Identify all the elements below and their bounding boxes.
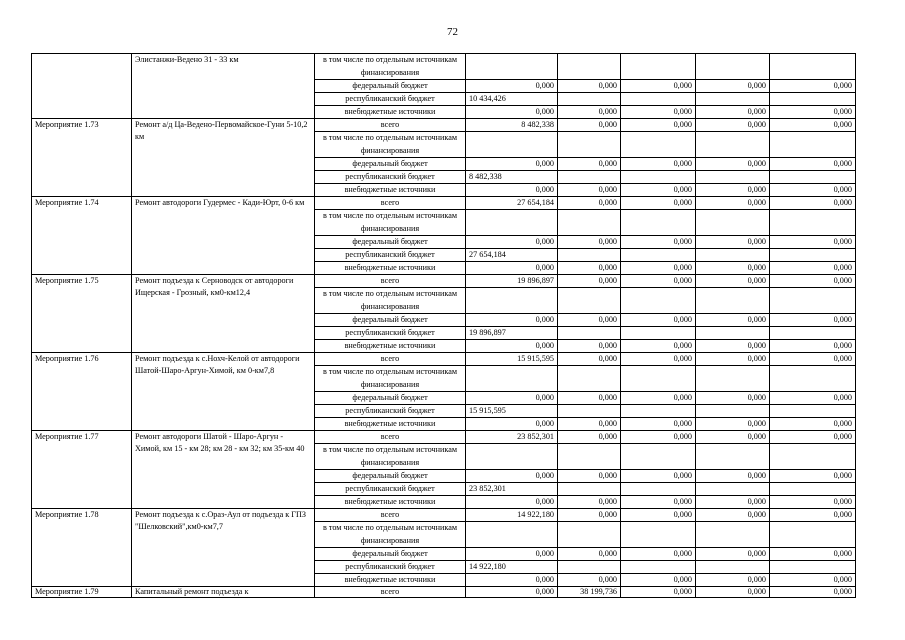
value-cell: 0,000	[466, 80, 558, 93]
value-cell: 0,000	[621, 314, 696, 327]
value-cell: 0,000	[621, 509, 696, 522]
source-label: республиканский бюджет	[315, 93, 466, 106]
event-cell: Мероприятие 1.78	[32, 509, 132, 587]
value-cell: 0,000	[696, 236, 770, 249]
value-cell: 0,000	[621, 353, 696, 366]
value-cell: 0,000	[770, 574, 856, 587]
source-label: всего	[315, 431, 466, 444]
value-cell: 15 915,595	[466, 405, 558, 418]
value-cell: 0,000	[558, 470, 621, 483]
value-cell: 14 922,180	[466, 561, 558, 574]
value-cell: 0,000	[770, 353, 856, 366]
source-label: республиканский бюджет	[315, 249, 466, 262]
value-cell: 0,000	[466, 184, 558, 197]
value-cell: 0,000	[770, 184, 856, 197]
value-cell: 0,000	[696, 418, 770, 431]
value-cell: 0,000	[770, 262, 856, 275]
value-cell: 0,000	[558, 119, 621, 132]
source-label: внебюджетные источники	[315, 496, 466, 509]
value-cell: 0,000	[696, 431, 770, 444]
value-cell: 0,000	[558, 158, 621, 171]
source-label: в том числе по отдельным источникам финансирования	[315, 522, 466, 548]
value-cell: 0,000	[621, 340, 696, 353]
value-cell: 0,000	[621, 548, 696, 561]
table-row	[32, 54, 856, 80]
event-name: Ремонт а/д Ца-Ведено-Первомайское-Гуни 5-10,2 км	[132, 119, 315, 197]
value-cell: 0,000	[558, 197, 621, 210]
event-name: Ремонт подъезда к с.Ораз-Аул от подъезда к ГПЗ "Шелковский",км0-км7,7	[132, 509, 315, 587]
event-cell: Мероприятие 1.79	[32, 587, 132, 598]
value-cell: 19 896,897	[466, 275, 558, 288]
source-label: в том числе по отдельным источникам финансирования	[315, 132, 466, 158]
value-cell: 0,000	[466, 106, 558, 119]
value-cell: 0,000	[558, 184, 621, 197]
source-label: федеральный бюджет	[315, 314, 466, 327]
value-cell: 0,000	[558, 431, 621, 444]
value-cell: 0,000	[696, 80, 770, 93]
value-cell: 0,000	[466, 470, 558, 483]
value-cell: 0,000	[696, 119, 770, 132]
table-row	[32, 197, 856, 210]
source-label: федеральный бюджет	[315, 80, 466, 93]
value-cell: 0,000	[558, 574, 621, 587]
value-cell: 0,000	[466, 392, 558, 405]
value-cell: 0,000	[770, 470, 856, 483]
source-label: в том числе по отдельным источникам финансирования	[315, 210, 466, 236]
value-cell: 0,000	[770, 119, 856, 132]
value-cell: 0,000	[466, 548, 558, 561]
event-name: Ремонт автодороги Гудермес - Кади-Юрт, 0-6 км	[132, 197, 315, 275]
source-label: федеральный бюджет	[315, 392, 466, 405]
value-cell: 0,000	[696, 574, 770, 587]
event-cell	[32, 54, 132, 119]
value-cell: 0,000	[621, 496, 696, 509]
value-cell: 0,000	[621, 431, 696, 444]
source-label: республиканский бюджет	[315, 327, 466, 340]
value-cell: 0,000	[621, 106, 696, 119]
source-label: всего	[315, 353, 466, 366]
value-cell: 0,000	[466, 496, 558, 509]
value-cell: 27 654,184	[466, 197, 558, 210]
source-label: федеральный бюджет	[315, 158, 466, 171]
value-cell: 0,000	[770, 275, 856, 288]
value-cell: 0,000	[696, 509, 770, 522]
value-cell: 0,000	[466, 236, 558, 249]
value-cell: 0,000	[558, 262, 621, 275]
value-cell: 0,000	[466, 587, 558, 598]
value-cell: 0,000	[696, 470, 770, 483]
value-cell: 0,000	[696, 275, 770, 288]
value-cell: 0,000	[621, 184, 696, 197]
value-cell: 0,000	[621, 574, 696, 587]
source-label: республиканский бюджет	[315, 483, 466, 496]
table-row	[32, 275, 856, 288]
table-row	[32, 119, 856, 132]
source-label: республиканский бюджет	[315, 171, 466, 184]
value-cell: 0,000	[696, 340, 770, 353]
page-number: 72	[447, 26, 458, 38]
value-cell: 0,000	[621, 80, 696, 93]
value-cell: 0,000	[696, 262, 770, 275]
event-name: Ремонт автодороги Шатой - Шаро-Аргун - Химой, км 15 - км 28; км 28 - км 32; км 35-км 40	[132, 431, 315, 509]
value-cell: 8 482,338	[466, 171, 558, 184]
value-cell: 0,000	[696, 314, 770, 327]
value-cell: 27 654,184	[466, 249, 558, 262]
value-cell: 0,000	[696, 587, 770, 598]
value-cell: 0,000	[770, 340, 856, 353]
value-cell: 0,000	[770, 431, 856, 444]
value-cell: 0,000	[696, 158, 770, 171]
source-label: в том числе по отдельным источникам финансирования	[315, 366, 466, 392]
value-cell: 0,000	[696, 392, 770, 405]
value-cell: 0,000	[621, 262, 696, 275]
value-cell: 0,000	[558, 275, 621, 288]
source-label: внебюджетные источники	[315, 262, 466, 275]
value-cell: 0,000	[466, 262, 558, 275]
value-cell: 0,000	[621, 197, 696, 210]
value-cell: 0,000	[696, 353, 770, 366]
value-cell: 0,000	[770, 587, 856, 598]
source-label: в том числе по отдельным источникам финансирования	[315, 54, 466, 80]
source-label: внебюджетные источники	[315, 106, 466, 119]
event-cell: Мероприятие 1.76	[32, 353, 132, 431]
value-cell: 0,000	[558, 340, 621, 353]
value-cell: 0,000	[558, 418, 621, 431]
value-cell: 0,000	[558, 80, 621, 93]
value-cell: 0,000	[621, 275, 696, 288]
event-name: Ремонт подъезда к с.Нохч-Келой от автодороги Шатой-Шаро-Аргун-Химой, км 0-км7,8	[132, 353, 315, 431]
value-cell: 0,000	[558, 392, 621, 405]
value-cell: 0,000	[770, 80, 856, 93]
source-label: в том числе по отдельным источникам финансирования	[315, 444, 466, 470]
budget-table	[31, 53, 856, 598]
value-cell: 0,000	[558, 236, 621, 249]
value-cell: 15 915,595	[466, 353, 558, 366]
source-label: в том числе по отдельным источникам финансирования	[315, 288, 466, 314]
value-cell: 0,000	[558, 314, 621, 327]
event-name: Ремонт подъезда к Серноводск от автодороги Ищерская - Грозный, км0-км12,4	[132, 275, 315, 353]
value-cell: 0,000	[466, 574, 558, 587]
value-cell: 0,000	[466, 340, 558, 353]
source-label: внебюджетные источники	[315, 184, 466, 197]
value-cell: 0,000	[621, 158, 696, 171]
value-cell: 0,000	[621, 470, 696, 483]
source-label: всего	[315, 197, 466, 210]
source-label: всего	[315, 119, 466, 132]
table-row	[32, 509, 856, 522]
value-cell: 0,000	[696, 548, 770, 561]
value-cell: 0,000	[696, 197, 770, 210]
value-cell: 0,000	[770, 236, 856, 249]
value-cell: 0,000	[770, 509, 856, 522]
source-label: федеральный бюджет	[315, 470, 466, 483]
value-cell: 0,000	[621, 119, 696, 132]
source-label: всего	[315, 587, 466, 598]
source-label: всего	[315, 275, 466, 288]
table-row	[32, 353, 856, 366]
value-cell: 0,000	[770, 106, 856, 119]
source-label: внебюджетные источники	[315, 418, 466, 431]
event-cell: Мероприятие 1.75	[32, 275, 132, 353]
value-cell: 0,000	[558, 353, 621, 366]
value-cell: 0,000	[770, 392, 856, 405]
source-label: республиканский бюджет	[315, 561, 466, 574]
table-row	[32, 587, 856, 598]
value-cell: 0,000	[770, 314, 856, 327]
value-cell: 0,000	[696, 106, 770, 119]
value-cell: 0,000	[770, 197, 856, 210]
value-cell: 0,000	[696, 496, 770, 509]
source-label: федеральный бюджет	[315, 548, 466, 561]
event-name: Капитальный ремонт подъезда к	[132, 587, 315, 598]
value-cell: 0,000	[696, 184, 770, 197]
value-cell: 38 199,736	[558, 587, 621, 598]
value-cell: 0,000	[770, 496, 856, 509]
value-cell: 0,000	[466, 314, 558, 327]
value-cell: 23 852,301	[466, 431, 558, 444]
value-cell: 8 482,338	[466, 119, 558, 132]
value-cell: 0,000	[558, 509, 621, 522]
source-label: внебюджетные источники	[315, 574, 466, 587]
value-cell: 0,000	[558, 496, 621, 509]
value-cell: 0,000	[466, 418, 558, 431]
event-name: Элистанжи-Ведено 31 - 33 км	[132, 54, 315, 119]
value-cell: 0,000	[466, 158, 558, 171]
value-cell: 0,000	[558, 106, 621, 119]
value-cell: 0,000	[621, 392, 696, 405]
event-cell: Мероприятие 1.77	[32, 431, 132, 509]
value-cell: 0,000	[621, 587, 696, 598]
value-cell: 23 852,301	[466, 483, 558, 496]
event-cell: Мероприятие 1.74	[32, 197, 132, 275]
value-cell: 14 922,180	[466, 509, 558, 522]
event-cell: Мероприятие 1.73	[32, 119, 132, 197]
value-cell: 0,000	[770, 418, 856, 431]
value-cell: 0,000	[770, 158, 856, 171]
source-label: внебюджетные источники	[315, 340, 466, 353]
source-label: федеральный бюджет	[315, 236, 466, 249]
value-cell: 0,000	[621, 236, 696, 249]
source-label: всего	[315, 509, 466, 522]
value-cell: 19 896,897	[466, 327, 558, 340]
value-cell: 0,000	[621, 418, 696, 431]
value-cell: 0,000	[770, 548, 856, 561]
table-row	[32, 431, 856, 444]
value-cell: 10 434,426	[466, 93, 558, 106]
value-cell: 0,000	[558, 548, 621, 561]
source-label: республиканский бюджет	[315, 405, 466, 418]
